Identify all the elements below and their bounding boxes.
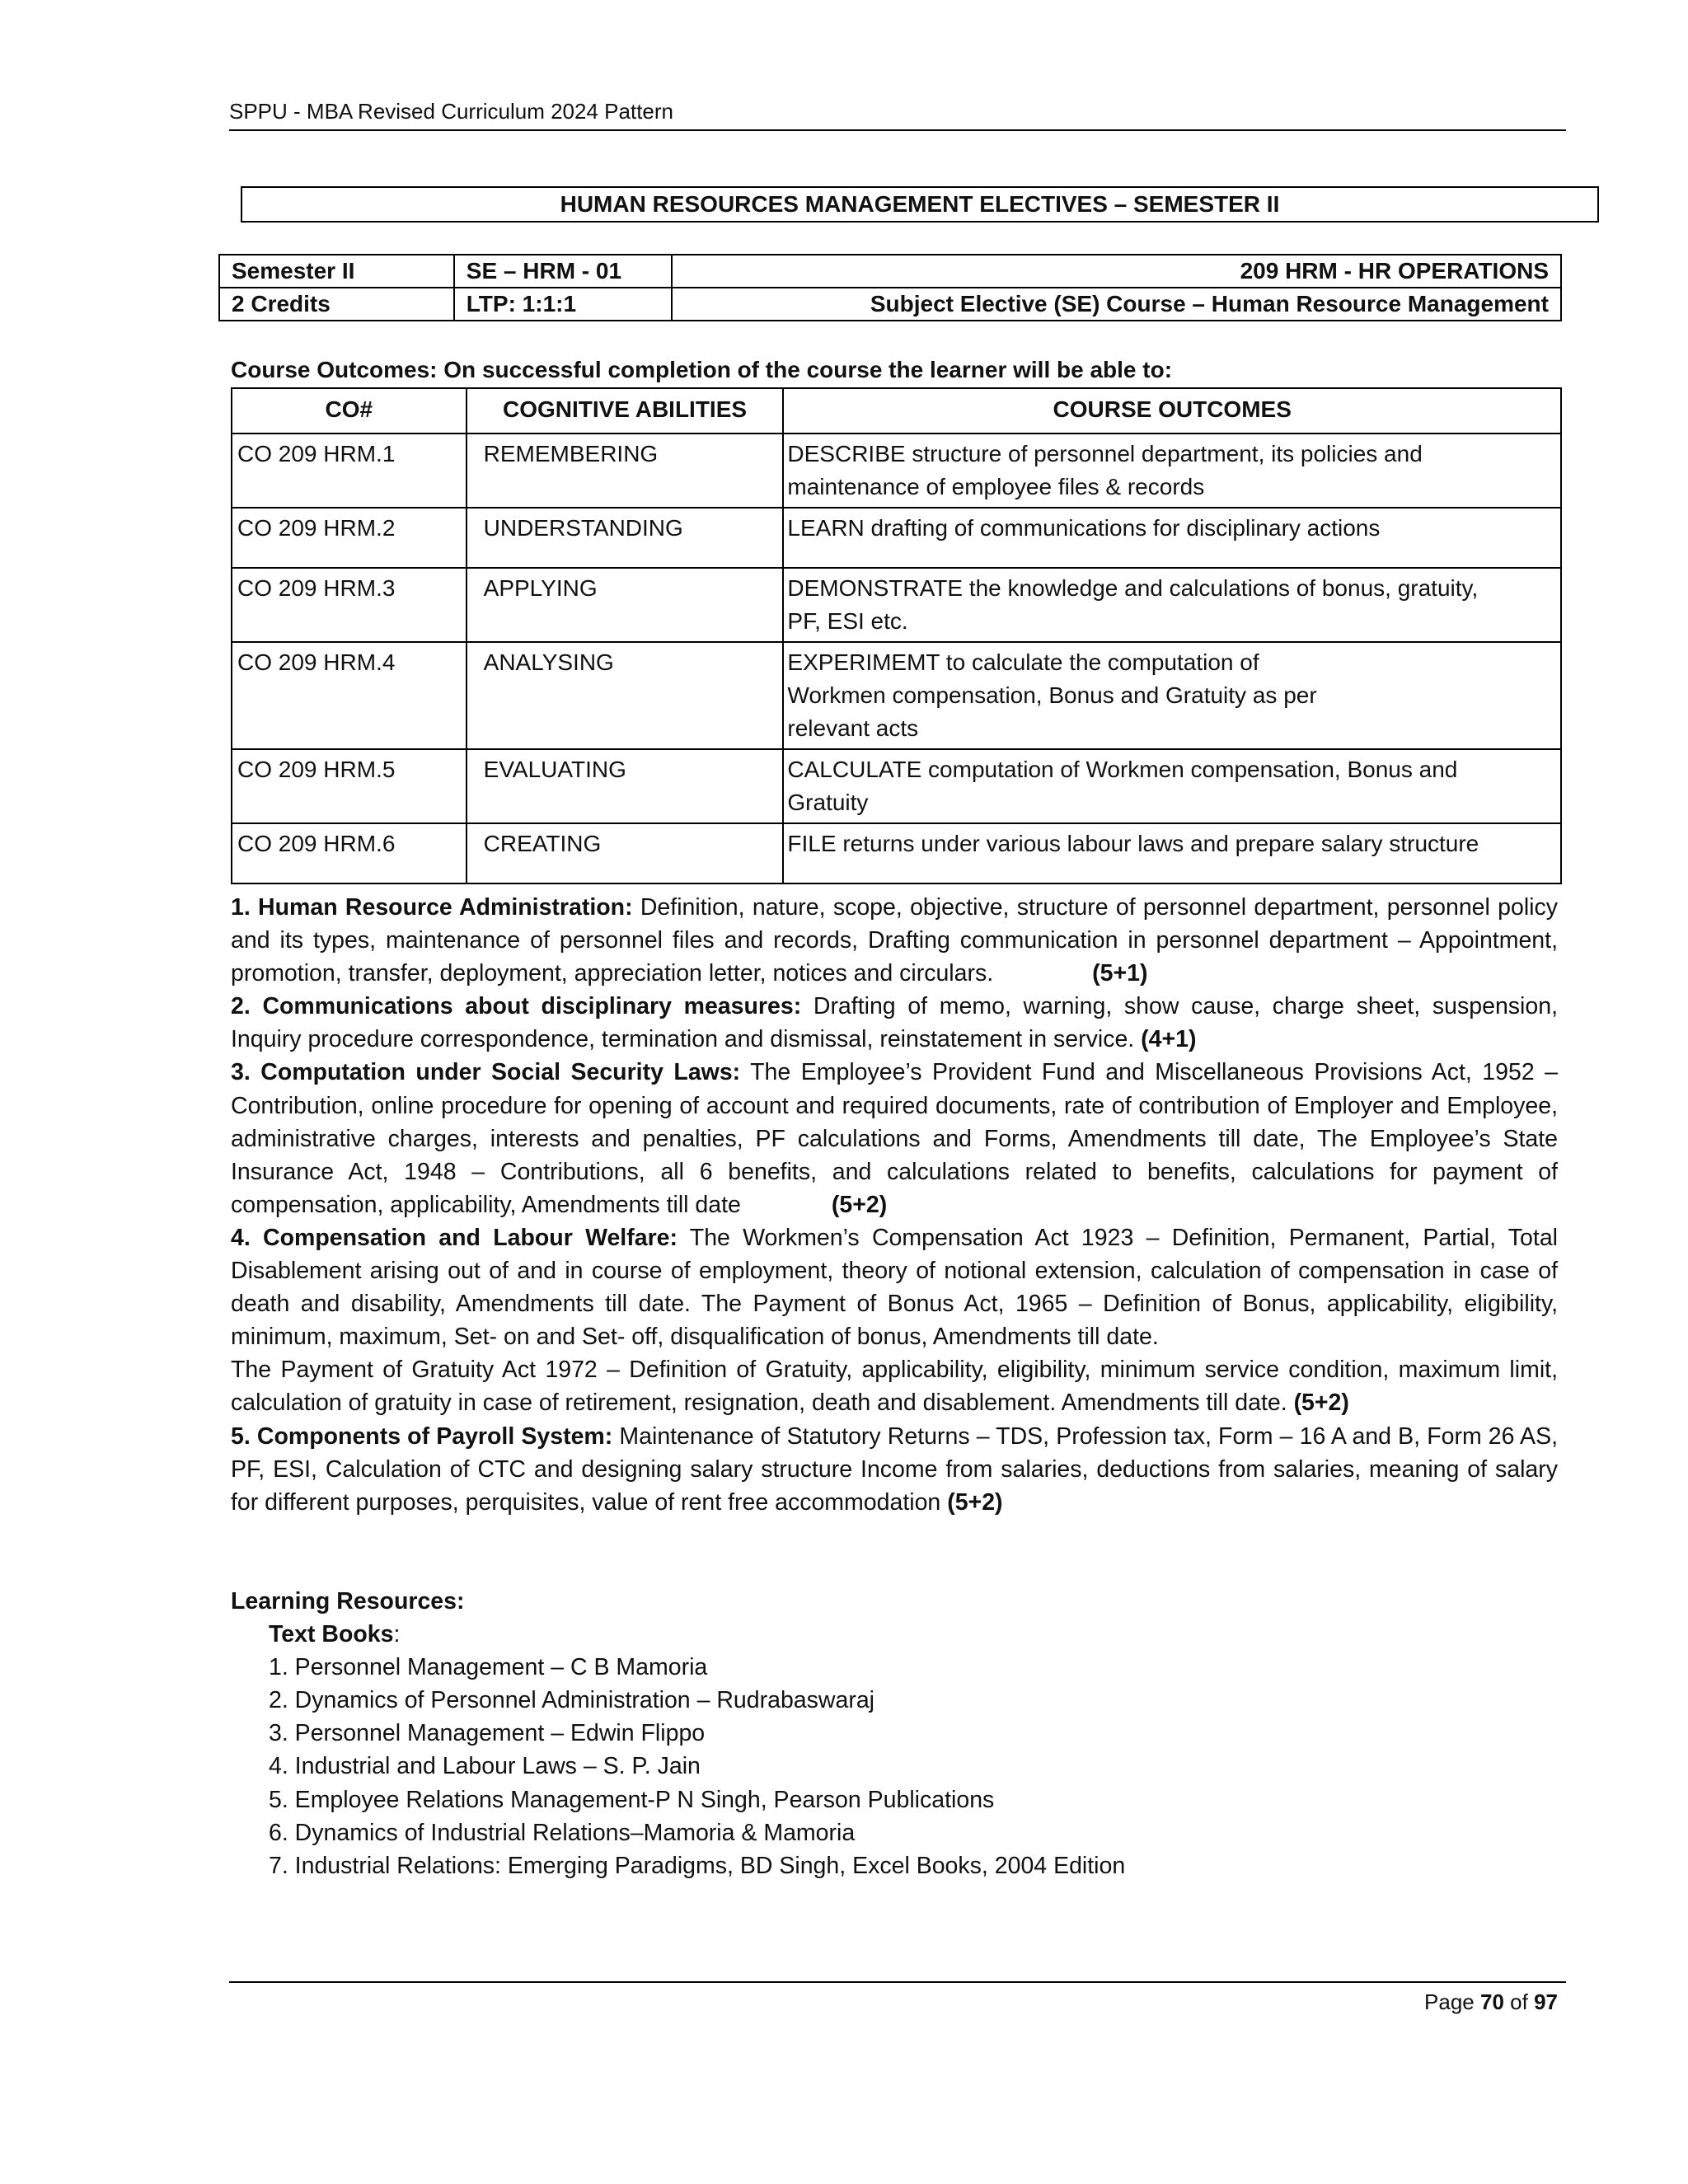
unit-title: 4. Compensation and Labour Welfare: <box>231 1224 678 1251</box>
column-header-co: CO# <box>232 388 467 434</box>
unit-paragraph <box>231 891 1558 990</box>
unit-text: Maintenance of Statutory Returns – TDS, Profession tax, Form – 16 A and B, Form 26 AS, PF, ESI, Calculation of CTC and designing salary structure Income from salaries, deductions from salaries, meaning of salary for different purposes, perquisites, value of rent free accommodation <box>231 1422 1558 1516</box>
page-label: Page <box>1424 1990 1475 2014</box>
textbooks-colon: : <box>393 1621 401 1648</box>
page-total: 97 <box>1534 1990 1558 2014</box>
course-outcomes-table <box>231 387 1562 884</box>
course-info-row <box>219 255 1561 288</box>
course-info-row <box>219 288 1561 321</box>
unit-text: The Employee’s Provident Fund and Miscellaneous Provisions Act, 1952 – Contribution, online procedure for opening of account and required documents, rate of contribution of Employer and Employee, administrative charges, interests and penalties, PF calculations and Forms, Amendments till date, The Employee’s State Insurance Act, 1948 – Contributions, all 6 benefits, and calculations related to benefits, calculations for payment of compensation, applicability, Amendments till date <box>231 1059 1558 1218</box>
list-item: 1. Personnel Management – C B Mamoria <box>269 1654 708 1681</box>
outcome-line: CALCULATE computation of Workmen compensation, Bonus and <box>787 757 1458 782</box>
course-outcome <box>783 749 1561 823</box>
list-item: 3. Personnel Management – Edwin Flippo <box>269 1720 706 1747</box>
outcome-line: PF, ESI etc. <box>787 608 908 634</box>
outcome-line: relevant acts <box>787 715 919 741</box>
unit-title: 2. Communications about disciplinary measures: <box>231 993 802 1020</box>
unit-paragraph <box>231 1420 1558 1519</box>
table-row <box>232 823 1561 883</box>
column-header-abilities: COGNITIVE ABILITIES <box>467 388 784 434</box>
unit-paragraph <box>231 1056 1558 1221</box>
list-item: 4. Industrial and Labour Laws – S. P. Jain <box>269 1753 701 1780</box>
outcome-line: DESCRIBE structure of personnel department, its policies and <box>787 441 1423 466</box>
co-code: CO 209 HRM.5 <box>232 749 467 823</box>
textbooks-label: Text Books <box>269 1621 394 1648</box>
ltp-cell: LTP: 1:1:1 <box>454 288 673 321</box>
credits-cell: 2 Credits <box>219 288 454 321</box>
co-code: CO 209 HRM.4 <box>232 642 467 749</box>
textbook-list <box>231 1651 1125 1882</box>
course-outcome <box>783 434 1561 508</box>
co-code: CO 209 HRM.3 <box>232 568 467 642</box>
unit-paragraph <box>231 1353 1558 1419</box>
outcome-line: maintenance of employee files & records <box>787 474 1205 499</box>
course-title-cell: 209 HRM - HR OPERATIONS <box>672 255 1561 288</box>
list-item: 2. Dynamics of Personnel Administration – Rudrabaswaraj <box>269 1687 875 1714</box>
co-code: CO 209 HRM.2 <box>232 508 467 568</box>
learning-resources <box>231 1585 1125 1882</box>
unit-hours: (5+1) <box>1092 960 1148 987</box>
course-info-table <box>218 254 1562 321</box>
outcome-line: DEMONSTRATE the knowledge and calculations of bonus, gratuity, <box>787 575 1479 601</box>
page-of-label: of <box>1510 1990 1528 2014</box>
unit-hours: (5+2) <box>947 1488 1003 1516</box>
column-header-outcomes: COURSE OUTCOMES <box>783 388 1561 434</box>
table-row <box>232 434 1561 508</box>
page-number <box>1424 1990 1558 2015</box>
unit-paragraph <box>231 990 1558 1056</box>
unit-text: The Workmen’s Compensation Act 1923 – Definition, Permanent, Partial, Total Disablement arising out of and in course of employment, theory of notional extension, calculation of compensation in case of death and disability, Amendments till date. The Payment of Bonus Act, 1965 – Definition of Bonus, applicability, eligibility, minimum, maximum, Set- on and Set- off, disqualification of bonus, Amendments till date. <box>231 1224 1559 1351</box>
unit-text: Definition, nature, scope, objective, structure of personnel department, personnel policy and its types, maintenance of personnel files and records, Drafting communication in personnel department – Appointment, promotion, transfer, deployment, appreciation letter, notices and circulars. <box>231 894 1558 987</box>
unit-text: Drafting of memo, warning, show cause, charge sheet, suspension, Inquiry procedure correspondence, termination and dismissal, reinstatement in service. <box>231 993 1558 1053</box>
footer-rule <box>229 1981 1566 1983</box>
course-code-cell: SE – HRM - 01 <box>454 255 673 288</box>
header-rule <box>229 129 1566 131</box>
outcome-line: Gratuity <box>787 790 869 815</box>
table-row <box>232 568 1561 642</box>
cognitive-ability: EVALUATING <box>467 749 784 823</box>
list-item: 6. Dynamics of Industrial Relations–Mamoria & Mamoria <box>269 1819 856 1846</box>
outcome-line: Workmen compensation, Bonus and Gratuity as per <box>787 682 1317 708</box>
unit-hours: (5+2) <box>1293 1390 1349 1417</box>
page-current: 70 <box>1480 1990 1504 2014</box>
cognitive-ability: APPLYING <box>467 568 784 642</box>
course-category-cell: Subject Elective (SE) Course – Human Resource Management <box>672 288 1561 321</box>
course-outcome <box>783 508 1561 568</box>
unit-hours: (5+2) <box>831 1191 888 1218</box>
course-outcome <box>783 642 1561 749</box>
semester-cell: Semester II <box>219 255 454 288</box>
section-title: HUMAN RESOURCES MANAGEMENT ELECTIVES – SEMESTER II <box>241 186 1599 223</box>
outcomes-header-row <box>232 388 1561 434</box>
running-header: SPPU - MBA Revised Curriculum 2024 Pattern <box>229 99 673 124</box>
syllabus-units <box>231 891 1558 1519</box>
table-row <box>232 642 1561 749</box>
cognitive-ability: CREATING <box>467 823 784 883</box>
course-outcome <box>783 568 1561 642</box>
table-row <box>232 749 1561 823</box>
outcome-line: LEARN drafting of communications for disciplinary actions <box>787 515 1381 541</box>
cognitive-ability: UNDERSTANDING <box>467 508 784 568</box>
unit-title: 5. Components of Payroll System: <box>231 1422 613 1450</box>
course-outcome <box>783 823 1561 883</box>
table-row <box>232 508 1561 568</box>
unit-paragraph <box>231 1221 1558 1353</box>
learning-resources-title: Learning Resources: <box>231 1588 465 1615</box>
unit-hours: (4+1) <box>1141 1026 1197 1053</box>
list-item: 7. Industrial Relations: Emerging Paradigms, BD Singh, Excel Books, 2004 Edition <box>269 1852 1126 1879</box>
outcome-line: FILE returns under various labour laws and prepare salary structure <box>787 831 1479 856</box>
unit-title: 3. Computation under Social Security Laws: <box>231 1059 741 1086</box>
cognitive-ability: REMEMBERING <box>467 434 784 508</box>
co-code: CO 209 HRM.6 <box>232 823 467 883</box>
unit-text-continued: The Payment of Gratuity Act 1972 – Definition of Gratuity, applicability, eligibility, minimum service condition, maximum limit, calculation of gratuity in case of retirement, resignation, death and disablement. Amendments till date. <box>231 1357 1558 1417</box>
cognitive-ability: ANALYSING <box>467 642 784 749</box>
textbooks-heading <box>231 1618 1125 1651</box>
course-outcomes-heading: Course Outcomes: On successful completion of the course the learner will be able to: <box>231 357 1173 382</box>
list-item: 5. Employee Relations Management-P N Singh, Pearson Publications <box>269 1786 995 1813</box>
co-code: CO 209 HRM.1 <box>232 434 467 508</box>
unit-title: 1. Human Resource Administration: <box>231 894 633 921</box>
outcome-line: EXPERIMEMT to calculate the computation of <box>787 649 1259 675</box>
